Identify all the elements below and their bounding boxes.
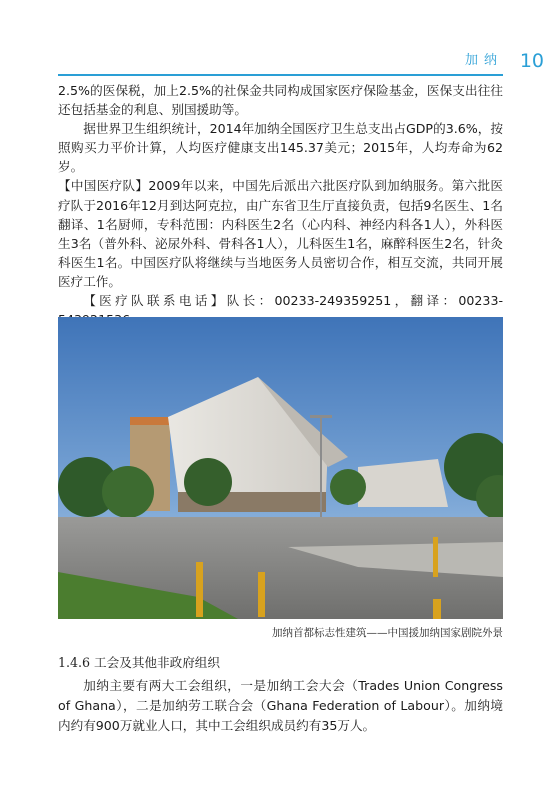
section-paragraph: 加纳主要有两大工会组织，一是加纳工会大会（Trades Union Congress of Ghana），二是加纳劳工联合会（Ghana Federation of Labour）。加纳境内约有900万就业人口，其中工会组织成员约有35万人。 (58, 678, 503, 733)
paragraph-4: 【医疗队联系电话】队长：00233-249359251，翻译：00233- (83, 293, 503, 309)
photo-national-theatre (58, 317, 503, 619)
section-body (58, 676, 503, 736)
paragraph-1: 2.5%的医保税，加上2.5%的社保金共同构成国家医疗保险基金，医保支出往往还包括基金的利息、别国援助等。 (58, 83, 503, 118)
page-number: 10 (519, 50, 544, 72)
photo-caption: 加纳首都标志性建筑——中国援加纳国家剧院外景 (272, 627, 503, 639)
body-text (58, 81, 503, 329)
page-header (0, 0, 559, 78)
header-title: 加纳 (464, 53, 503, 68)
paragraph-2: 据世界卫生组织统计，2014年加纳全国医疗卫生总支出占GDP的3.6%，按照购买力平价计算，人均医疗健康支出145.37美元；2015年，人均寿命为62岁。 (58, 121, 503, 175)
header-rule (58, 74, 503, 76)
paragraph-3: 【中国医疗队】2009年以来，中国先后派出六批医疗队到加纳服务。第六批医疗队于2016年12月到达阿克拉，由广东省卫生厅直接负责，包括9名医生、1名翻译、1名厨师，专科范围：内科医生2名（心内科、神经内科各1人），外科医生3名（普外科、泌尿外科、骨科各1人），儿科医生1名，麻醉科医生2名，针灸科医生1名。中国医疗队将继续与当地医务人员密切合作，相互交流，共同开展医疗工作。 (58, 178, 503, 289)
section-heading: 1.4.6 工会及其他非政府组织 (58, 655, 220, 670)
